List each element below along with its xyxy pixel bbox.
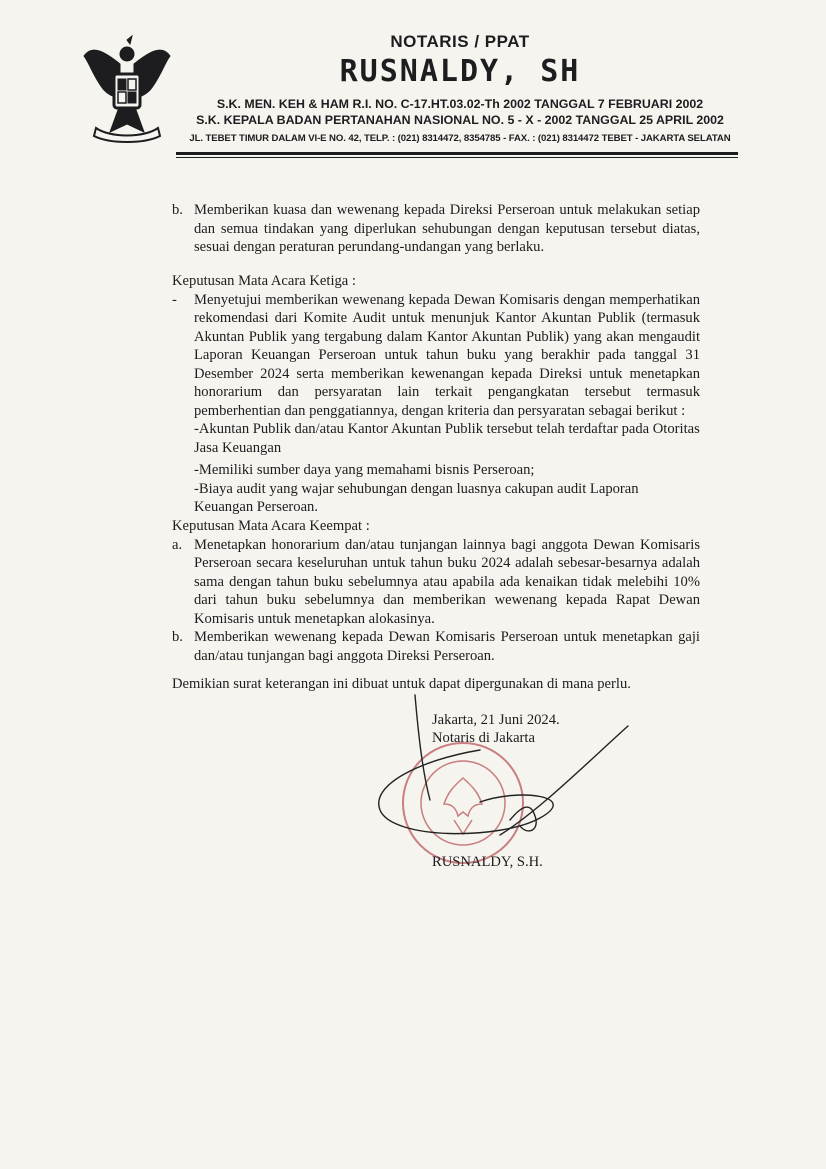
garuda-emblem-icon (80, 34, 174, 146)
item-marker: b. (172, 202, 183, 218)
place-date: Jakarta, 21 Juni 2024. (432, 712, 560, 728)
item-text: Menyetujui memberikan wewenang kepada Dewan Komisaris dengan memperhatikan rekomendasi dari Komite Audit untuk menunjuk Kantor Akuntan Publik (termasuk Akuntan Publik yang tergabung dalam Kantor Akuntan Publik) yang akan mengaudit Laporan Keuangan Perseroan untuk tahun buku yang berakhir pada tanggal 31 Desember 2024 serta memberikan kewenangan kepada Direksi untuk menetapkan honorarium dan persyaratan lain terkait pengangkatan tersebut termasuk pemberhentian dan penggatiannya, dengan kriteria dan persyaratan sebagai berikut : (194, 291, 700, 419)
agenda-three-heading: Keputusan Mata Acara Ketiga : (172, 273, 356, 289)
item-marker: b. (172, 629, 183, 645)
notary-title: Notaris di Jakarta (432, 730, 535, 746)
item-marker: a. (172, 536, 183, 553)
list-item (172, 536, 700, 629)
item-text: Menetapkan honorarium dan/atau tunjangan lainnya bagi anggota Dewan Komisaris Perseroan secara keseluruhan untuk tahun buku 2024 adalah sebesar-besarnya adalah sama dengan tahun buku sebelumnya atau apabila ada kenaikan tidak melebihi 10% dari tahun buku sebelumnya dan memberikan wewenang kepada Rapat Dewan Komisaris untuk menetapkan alokasinya. (194, 536, 700, 627)
letterhead-rule-thin (176, 157, 738, 158)
letterhead-title: NOTARIS / PPAT (390, 32, 530, 51)
closing-statement: Demikian surat keterangan ini dibuat untuk dapat dipergunakan di mana perlu. (172, 676, 631, 692)
signer-name: RUSNALDY, S.H. (432, 854, 543, 870)
criteria-line: -Biaya audit yang wajar sehubungan dengan luasnya cakupan audit Laporan Keuangan Perseroan. (194, 480, 639, 515)
agenda-two-item-b (172, 201, 700, 257)
decree-line-1: S.K. MEN. KEH & HAM R.I. NO. C-17.HT.03.02-Th 2002 TANGGAL 7 FEBRUARI 2002 (216, 97, 704, 111)
list-item (172, 291, 700, 517)
item-text: Memberikan wewenang kepada Dewan Komisaris Perseroan untuk menetapkan gaji dan/atau tunjangan bagi anggota Direksi Perseroan. (194, 629, 700, 664)
item-marker: - (172, 291, 177, 308)
notary-name: RUSNALDY, SH (339, 54, 581, 89)
list-item (172, 201, 700, 257)
office-address: JL. TEBET TIMUR DALAM VI-E NO. 42, TELP. : (021) 8314472, 8354785 - FAX. : (021) 8314472 TEBET - JAKARTA SELATAN (189, 133, 731, 144)
agenda-four-heading: Keputusan Mata Acara Keempat : (172, 518, 370, 534)
letterhead-rule-thick (176, 152, 738, 155)
list-item (172, 628, 700, 665)
item-text: Memberikan kuasa dan wewenang kepada Direksi Perseroan untuk melakukan setiap dan semua tindakan yang diperlukan sehubungan dengan keputusan tersebut diatas, sesuai dengan peraturan perundang-undangan yang berlaku. (194, 202, 700, 255)
criteria-line: -Memiliki sumber daya yang memahami bisnis Perseroan; (194, 462, 535, 478)
agenda-four (172, 517, 700, 665)
criteria-line: -Akuntan Publik dan/atau Kantor Akuntan Publik tersebut telah terdaftar pada Otoritas Jasa Keuangan (194, 421, 700, 456)
decree-line-2: S.K. KEPALA BADAN PERTANAHAN NASIONAL NO. 5 - X - 2002 TANGGAL 25 APRIL 2002 (196, 113, 724, 127)
agenda-three (172, 272, 700, 517)
